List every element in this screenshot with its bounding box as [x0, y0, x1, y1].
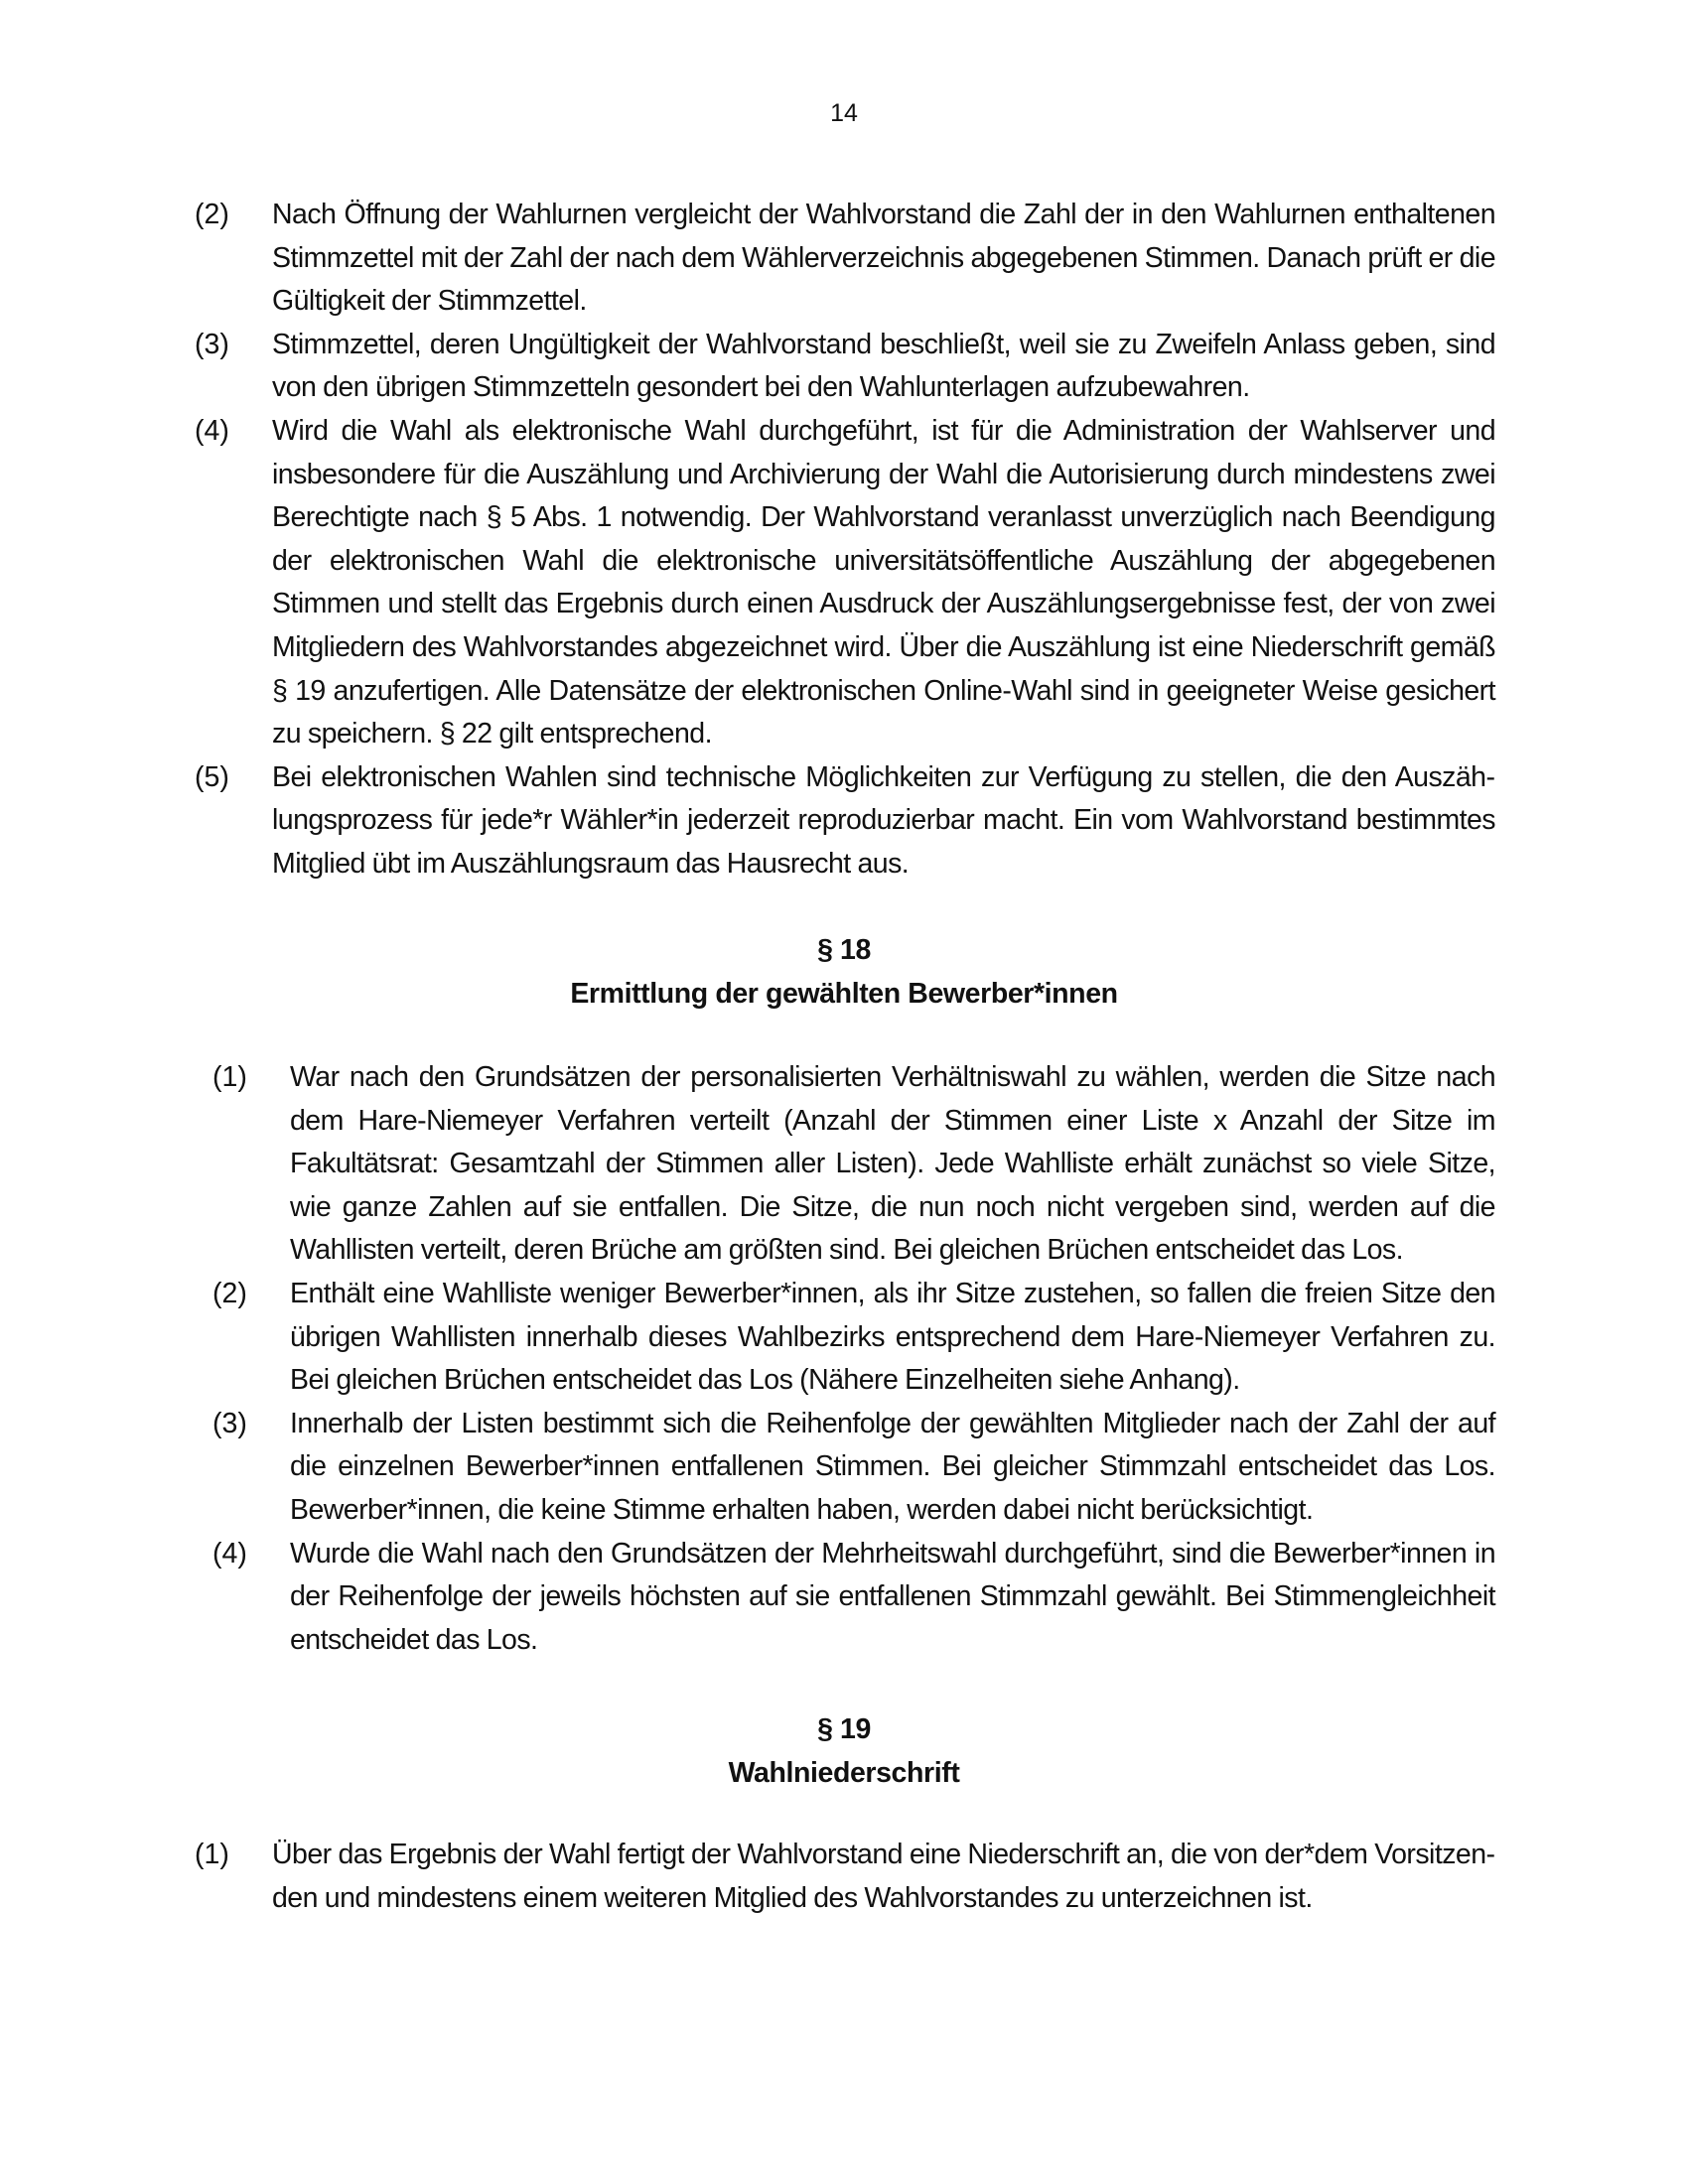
paragraph-number: (1) [195, 1839, 229, 1870]
paragraph-number: (4) [212, 1537, 247, 1570]
paragraph-text: Stimmzettel, deren Ungültigkeit der Wahlvorstand beschließt, weil sie zu Zweifeln Anlass geben, sind von den übrigen Stimmzetteln gesondert bei den Wahlunterlagen aufzubewahren. [272, 328, 1495, 404]
paragraph-text: Bei elektronischen Wahlen sind technische Möglichkeiten zur Verfügung zu stellen, die den Auszählungsprozess für jede*r Wähler*in jederzeit reproduzierbar macht. Ein vom Wahlvorstand bestimmtes Mitglied übt im Auszählungsraum das Hausrecht aus. [272, 760, 1495, 880]
section-18-heading [0, 928, 1688, 1016]
section-title: Wahlniederschrift [728, 1757, 960, 1789]
paragraph-text: Innerhalb der Listen bestimmt sich die Reihenfolge der gewählten Mitglieder nach der Zahl der auf die einzelnen Bewerber*innen entfallenen Stimmen. Bei gleicher Stimmzahl entscheidet das Los. Bewerber*innen, die keine Stimme erhalten haben, werden dabei nicht berücksichtigt. [290, 1407, 1495, 1526]
paragraph-18-3 [212, 1403, 1495, 1533]
paragraph-18-2 [212, 1273, 1495, 1403]
paragraph-text: Nach Öffnung der Wahlurnen vergleicht der Wahlvorstand die Zahl der in den Wahlurnen enthaltenen Stimmzettel mit der Zahl der nach dem Wählerverzeichnis abgegebenen Stimmen. Danach prüft er die Gültigkeit der Stimmzettel. [272, 199, 1495, 318]
paragraph-17-3 [195, 324, 1495, 410]
section-number: § 18 [817, 934, 871, 966]
paragraph-number: (2) [212, 1277, 247, 1309]
paragraph-number: (3) [212, 1407, 247, 1439]
paragraph-number: (5) [195, 760, 229, 793]
page-number: 14 [830, 99, 858, 127]
section-18-body [0, 1056, 1688, 1662]
paragraph-text: War nach den Grundsätzen der personalisierten Verhältniswahl zu wählen, werden die Sitze nach dem Hare-Niemeyer Verfahren verteilt (Anzahl der Stimmen einer Liste x Anzahl der Sitze im Fakultätsrat: Gesamtzahl der Stimmen aller Listen). Jede Wahlliste erhält zunächst so viele Sitze, wie ganze Zahlen auf sie entfallen. Die Sitze, die nun noch nicht vergeben sind, werden auf die Wahllisten verteilt, deren Brüche am größten sind. Bei gleichen Brüchen entscheidet das Los. [290, 1061, 1495, 1267]
paragraph-number: (3) [195, 328, 229, 360]
paragraph-number: (2) [195, 199, 229, 230]
paragraph-text: Wird die Wahl als elektronische Wahl durchgeführt, ist für die Administration der Wahlserver und insbesondere für die Auszählung und Archivierung der Wahl die Autorisierung durch mindestens zwei Berechtigte nach § 5 Abs. 1 notwendig. Der Wahlvorstand veranlasst unverzüglich nach Beendigung der elektronischen Wahl die elektronische universitätsöffentliche Auszählung der abgegebenen Stimmen und stellt das Ergebnis durch einen Ausdruck der Auszählungsergebnisse fest, der von zwei Mitgliedern des Wahlvorstandes abgezeichnet wird. Über die Auszählung ist eine Niederschrift gemäß § 19 anzufertigen. Alle Datensätze der elektronischen Online-Wahl sind in geeigneter Weise gesichert zu speichern. § 22 gilt entsprechend. [272, 414, 1495, 751]
paragraph-17-5 [195, 756, 1495, 887]
paragraph-18-1 [212, 1056, 1495, 1273]
paragraph-number: (4) [195, 414, 229, 447]
paragraph-17-4 [195, 410, 1495, 756]
section-title: Ermittlung der gewählten Bewerber*innen [570, 978, 1118, 1010]
paragraph-text: Wurde die Wahl nach den Grundsätzen der Mehrheitswahl durchgeführt, sind die Bewerber*innen in der Reihenfolge der jeweils höchsten auf sie entfallenen Stimmzahl gewählt. Bei Stimmengleichheit entscheidet das Los. [290, 1537, 1495, 1656]
section-number: § 19 [817, 1713, 871, 1745]
section-17-continued [0, 194, 1688, 887]
paragraph-18-4 [212, 1533, 1495, 1663]
section-19-body [0, 1834, 1688, 1920]
paragraph-19-1 [195, 1834, 1495, 1920]
section-19-heading [0, 1707, 1688, 1795]
paragraph-text: Über das Ergebnis der Wahl fertigt der Wahlvorstand eine Niederschrift an, die von der*dem Vorsitzenden und mindestens einem weiteren Mitglied des Wahlvorstandes zu unterzeichnen ist. [272, 1839, 1495, 1914]
paragraph-17-2 [195, 194, 1495, 324]
paragraph-text: Enthält eine Wahlliste weniger Bewerber*innen, als ihr Sitze zustehen, so fallen die freien Sitze den übrigen Wahllisten innerhalb dieses Wahlbezirks entsprechend dem Hare-Niemeyer Verfahren zu. Bei gleichen Brüchen entscheidet das Los (Nähere Einzelheiten siehe Anhang). [290, 1277, 1495, 1397]
paragraph-number: (1) [212, 1061, 247, 1093]
